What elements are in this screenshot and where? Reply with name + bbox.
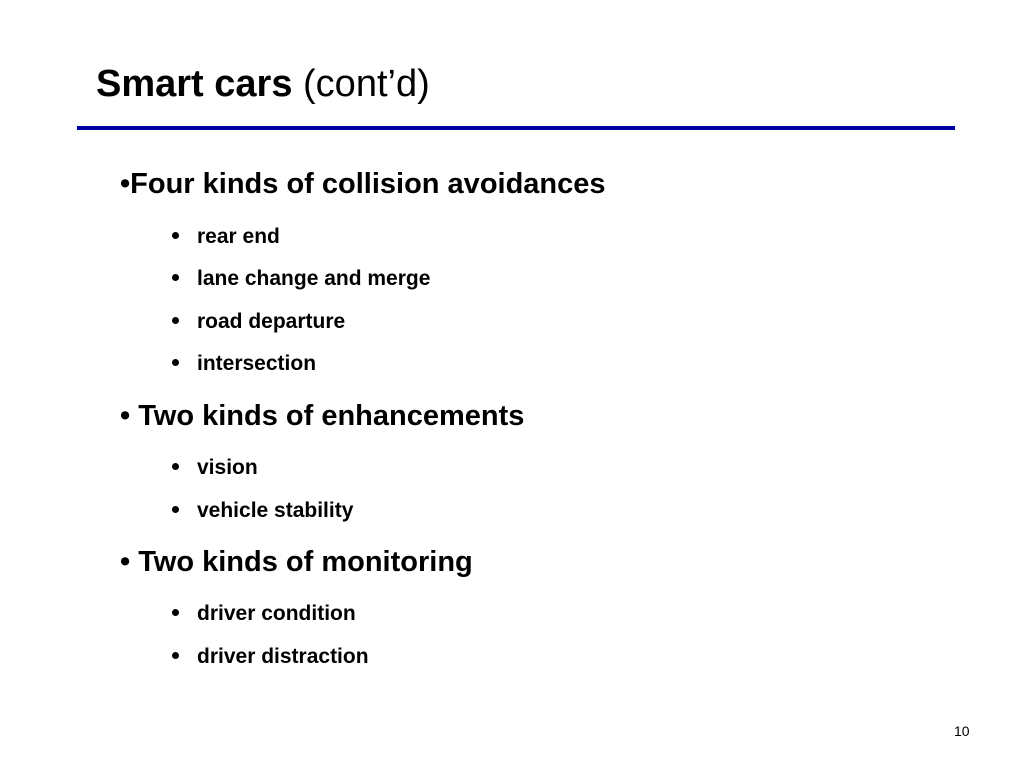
sub-bullet-dot-icon bbox=[172, 609, 179, 616]
sub-bullet-driver-distraction bbox=[172, 644, 369, 670]
sub-bullet-road-departure bbox=[172, 309, 345, 335]
bullet-marker: • bbox=[120, 546, 139, 578]
title-bold-text: Smart cars bbox=[96, 63, 293, 105]
bullet-marker: • bbox=[120, 168, 131, 200]
bullet-marker: • bbox=[120, 400, 139, 432]
sub-bullet-dot-icon bbox=[172, 274, 179, 281]
bullet-collision-avoidances bbox=[120, 166, 606, 202]
sub-bullet-dot-icon bbox=[172, 463, 179, 470]
page-number: 10 bbox=[954, 723, 970, 739]
sub-bullet-vision bbox=[172, 455, 258, 481]
sub-bullet-driver-condition bbox=[172, 601, 356, 627]
bullet-text: Four kinds of collision avoidances bbox=[130, 168, 606, 200]
sub-bullet-text: vision bbox=[197, 456, 258, 479]
bullet-text: Two kinds of monitoring bbox=[138, 546, 473, 578]
bullet-monitoring bbox=[120, 544, 473, 580]
sub-bullet-intersection bbox=[172, 351, 316, 377]
sub-bullet-text: driver condition bbox=[197, 602, 356, 625]
sub-bullet-text: intersection bbox=[197, 352, 317, 375]
sub-bullet-text: road departure bbox=[197, 310, 346, 333]
sub-bullet-dot-icon bbox=[172, 232, 179, 239]
bullet-text: Two kinds of enhancements bbox=[138, 400, 525, 432]
sub-bullet-dot-icon bbox=[172, 652, 179, 659]
sub-bullet-text: lane change and merge bbox=[197, 267, 431, 290]
sub-bullet-dot-icon bbox=[172, 317, 179, 324]
sub-bullet-dot-icon bbox=[172, 506, 179, 513]
sub-bullet-text: rear end bbox=[197, 225, 280, 248]
sub-bullet-lane-change bbox=[172, 266, 430, 292]
sub-bullet-text: driver distraction bbox=[197, 645, 369, 668]
bullet-enhancements bbox=[120, 398, 524, 434]
sub-bullet-dot-icon bbox=[172, 359, 179, 366]
sub-bullet-rear-end bbox=[172, 224, 280, 250]
sub-bullet-vehicle-stability bbox=[172, 498, 353, 524]
sub-bullet-text: vehicle stability bbox=[197, 499, 354, 522]
title-suffix-text: (cont’d) bbox=[303, 63, 430, 105]
